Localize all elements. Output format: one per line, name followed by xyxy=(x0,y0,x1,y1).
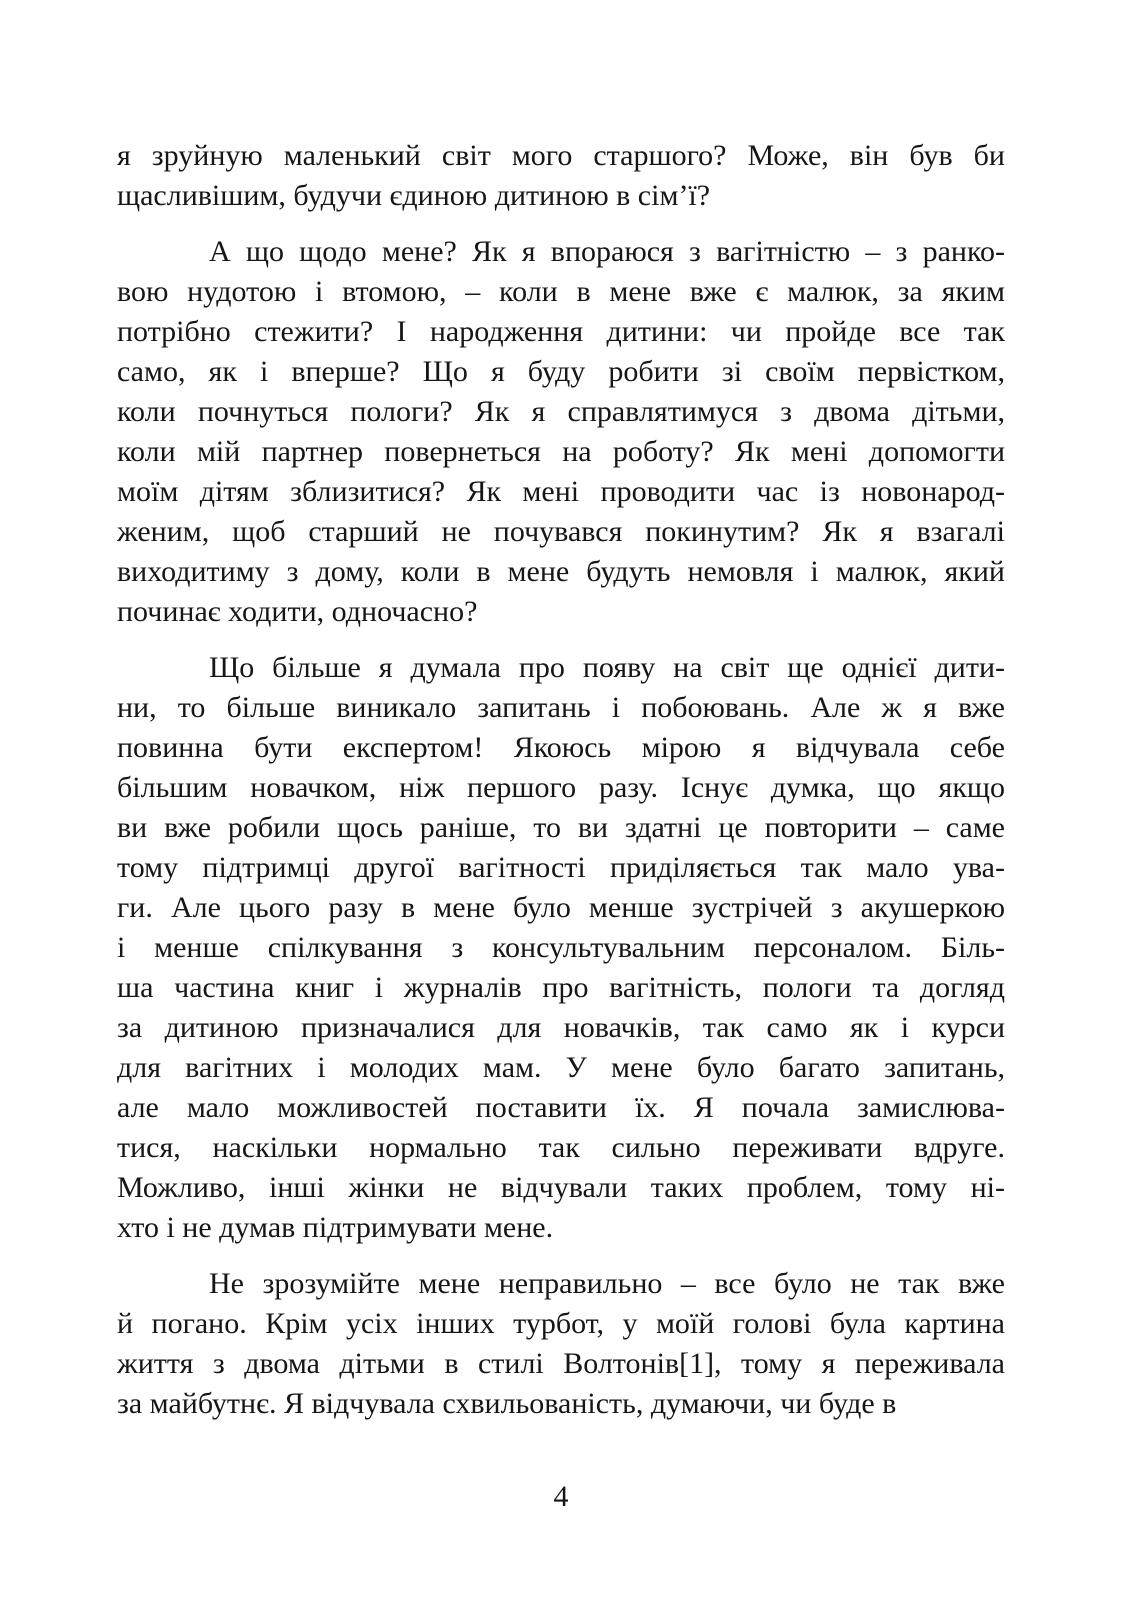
text-line: Можливо, інші жінки не відчували таких проблем, тому ні- xyxy=(117,1171,1005,1204)
text-line: Що більше я думала про появу на світ ще однієї дити- xyxy=(209,651,1005,684)
text-line: само, як і вперше? Що я буду робити зі своїм первістком, xyxy=(117,355,1005,388)
text-line: життя з двома дітьми в стилі Волтонів[1], тому я переживала xyxy=(117,1347,1005,1380)
text-line: потрібно стежити? І народження дитини: чи пройде все так xyxy=(117,315,1005,348)
text-line: вою нудотою і втомою, – коли в мене вже є малюк, за яким xyxy=(117,275,1005,308)
text-line: А що щодо мене? Як я впораюся з вагітністю – з ранко- xyxy=(209,235,1005,268)
text-line: ви вже робили щось раніше, то ви здатні це повторити – саме xyxy=(117,811,1005,844)
text-line: я зруйную маленький світ мого старшого? Може, він був би xyxy=(117,139,1005,172)
text-line: Не зрозумійте мене неправильно – все було не так вже xyxy=(209,1267,1005,1300)
text-line: моїм дітям зблизитися? Як мені проводити час із новонарод- xyxy=(117,475,1005,508)
text-line: коли почнуться пологи? Як я справлятимуся з двома дітьми, xyxy=(117,395,1005,428)
text-line: і менше спілкування з консультувальним персоналом. Біль- xyxy=(117,931,1005,964)
text-line: ни, то більше виникало запитань і побоювань. Але ж я вже xyxy=(117,691,1005,724)
text-line: за дитиною призначалися для новачків, так само як і курси xyxy=(117,1011,1005,1044)
text-line: щасливішим, будучи єдиною дитиною в сім’ї? xyxy=(117,179,711,212)
text-line: за майбутнє. Я відчувала схвильованість, думаючи, чи буде в xyxy=(117,1387,897,1420)
text-line: хто і не думав підтримувати мене. xyxy=(117,1211,554,1244)
paragraph xyxy=(117,232,1005,632)
text-line: але мало можливостей поставити їх. Я почала замислюва- xyxy=(117,1091,1005,1124)
paragraph xyxy=(117,136,1005,216)
page-text xyxy=(117,136,1005,1424)
text-line: для вагітних і молодих мам. У мене було багато запитань, xyxy=(117,1051,1005,1084)
text-line: виходитиму з дому, коли в мене будуть немовля і малюк, який xyxy=(117,555,1005,588)
text-line: більшим новачком, ніж першого разу. Існує думка, що якщо xyxy=(117,771,1005,804)
text-line: й погано. Крім усіх інших турбот, у моїй голові була картина xyxy=(117,1307,1005,1340)
paragraph xyxy=(117,1264,1005,1424)
text-line: починає ходити, одночасно? xyxy=(117,595,478,628)
page-number: 4 xyxy=(553,1480,569,1513)
text-line: тися, наскільки нормально так сильно переживати вдруге. xyxy=(117,1131,1005,1164)
text-line: ша частина книг і журналів про вагітність, пологи та догляд xyxy=(117,971,1005,1004)
text-line: коли мій партнер повернеться на роботу? Як мені допомогти xyxy=(117,435,1005,468)
text-line: ги. Але цього разу в мене було менше зустрічей з акушеркою xyxy=(117,891,1005,924)
paragraph xyxy=(117,648,1005,1248)
text-line: повинна бути експертом! Якоюсь мірою я відчувала себе xyxy=(117,731,1005,764)
text-line: женим, щоб старший не почувався покинутим? Як я взагалі xyxy=(117,515,1005,548)
text-line: тому підтримці другої вагітності приділяється так мало ува- xyxy=(117,851,1005,884)
